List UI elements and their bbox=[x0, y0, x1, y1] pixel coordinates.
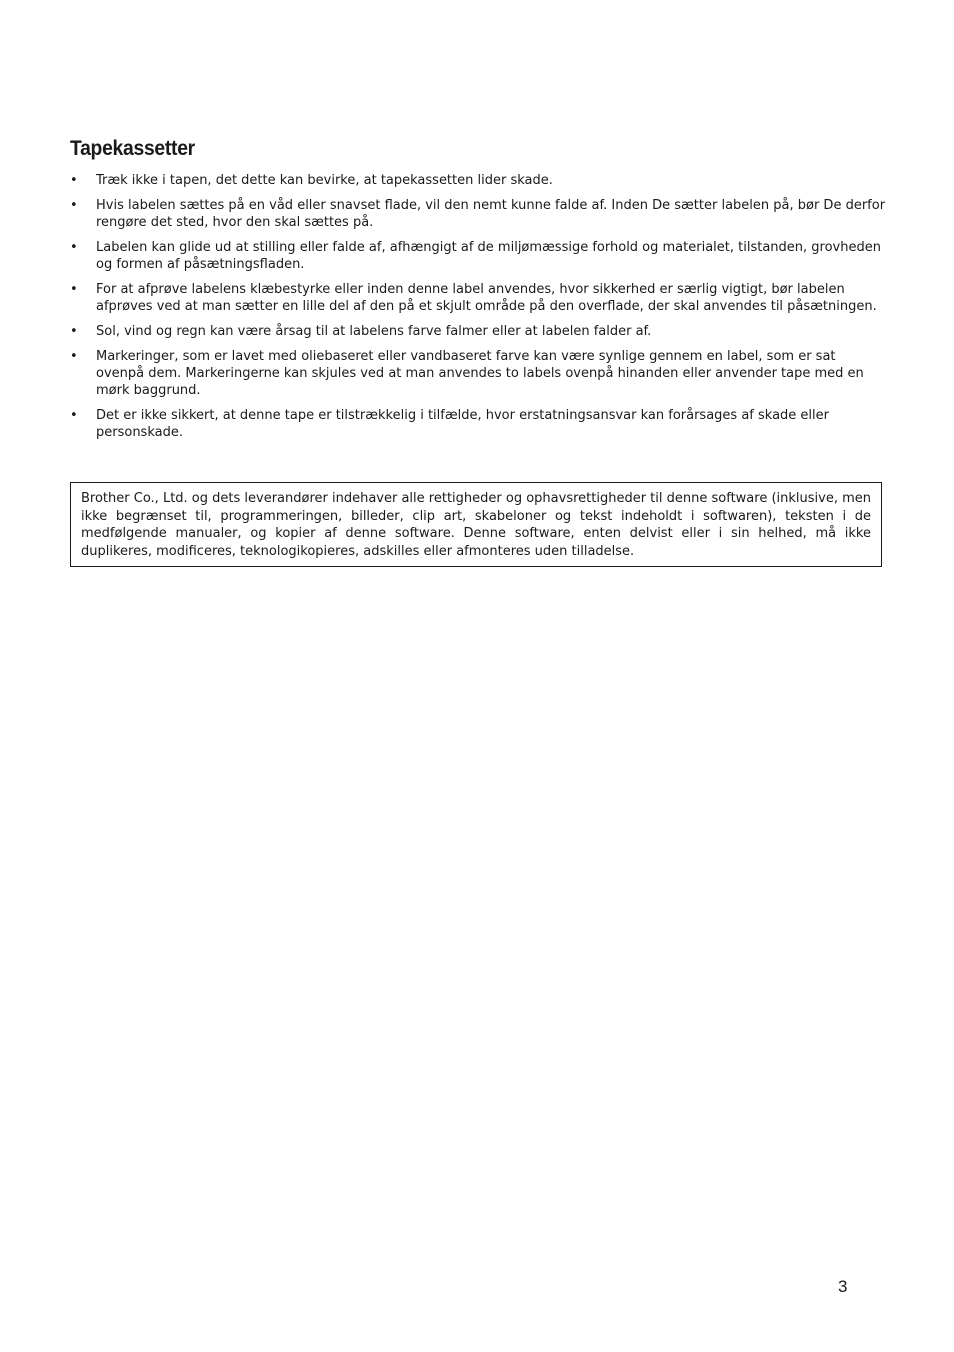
list-item bbox=[70, 172, 886, 189]
bullet-dot: • bbox=[70, 282, 78, 297]
list-item bbox=[70, 323, 886, 340]
list-item-text: Sol, vind og regn kan være årsag til at labelens farve falmer eller at labelen falder af. bbox=[96, 324, 652, 339]
list-item-text: Labelen kan glide ud at stilling eller falde af, afhængigt af de miljømæssige forhold og materialet, tilstanden, grovheden og formen af påsætningsfladen. bbox=[96, 240, 881, 272]
list-item-text: Træk ikke i tapen, det dette kan bevirke, at tapekassetten lider skade. bbox=[96, 173, 553, 188]
bullet-dot: • bbox=[70, 324, 78, 339]
list-item-text: Hvis labelen sættes på en våd eller snavset flade, vil den nemt kunne falde af. Inden De sætter labelen på, bør De derfor rengøre det sted, hvor den skal sættes på. bbox=[96, 198, 886, 230]
list-item bbox=[70, 239, 886, 273]
page-number: 3 bbox=[838, 1277, 848, 1296]
bullet-dot: • bbox=[70, 349, 78, 364]
bullet-list bbox=[70, 172, 886, 449]
list-item bbox=[70, 407, 886, 441]
bullet-dot: • bbox=[70, 408, 78, 423]
bullet-dot: • bbox=[70, 173, 78, 188]
copyright-notice-box: Brother Co., Ltd. og dets leverandører indehaver alle rettigheder og ophavsrettigheder til denne software (inklusive, men ikke begrænset til, programmeringen, billeder, clip art, skabeloner og tekst indeholdt i softwaren), teksten i de medfølgende manualer, og kopier af denne software. Denne software, enten delvist eller i sin helhed, må ikke duplikeres, modificeres, teknologikopieres, adskilles eller afmonteres uden tilladelse. bbox=[70, 482, 882, 567]
list-item-text: Det er ikke sikkert, at denne tape er tilstrækkelig i tilfælde, hvor erstatningsansvar kan forårsages af skade eller personskade. bbox=[96, 408, 829, 440]
bullet-dot: • bbox=[70, 198, 78, 213]
list-item bbox=[70, 197, 886, 231]
section-heading: Tapekassetter bbox=[70, 137, 195, 160]
list-item-text: Markeringer, som er lavet med oliebaseret eller vandbaseret farve kan være synlige gennem en label, som er sat ovenpå dem. Markeringerne kan skjules ved at man anvendes to labels ovenpå hinanden eller anvender tape med en mørk baggrund. bbox=[96, 349, 864, 398]
list-item-text: For at afprøve labelens klæbestyrke eller inden denne label anvendes, hvor sikkerhed er særlig vigtigt, bør labelen afprøves ved at man sætter en lille del af den på et skjult område på den overflade, der skal anvendes til påsætningen. bbox=[96, 282, 877, 314]
list-item bbox=[70, 281, 886, 315]
list-item bbox=[70, 348, 886, 399]
bullet-dot: • bbox=[70, 240, 78, 255]
